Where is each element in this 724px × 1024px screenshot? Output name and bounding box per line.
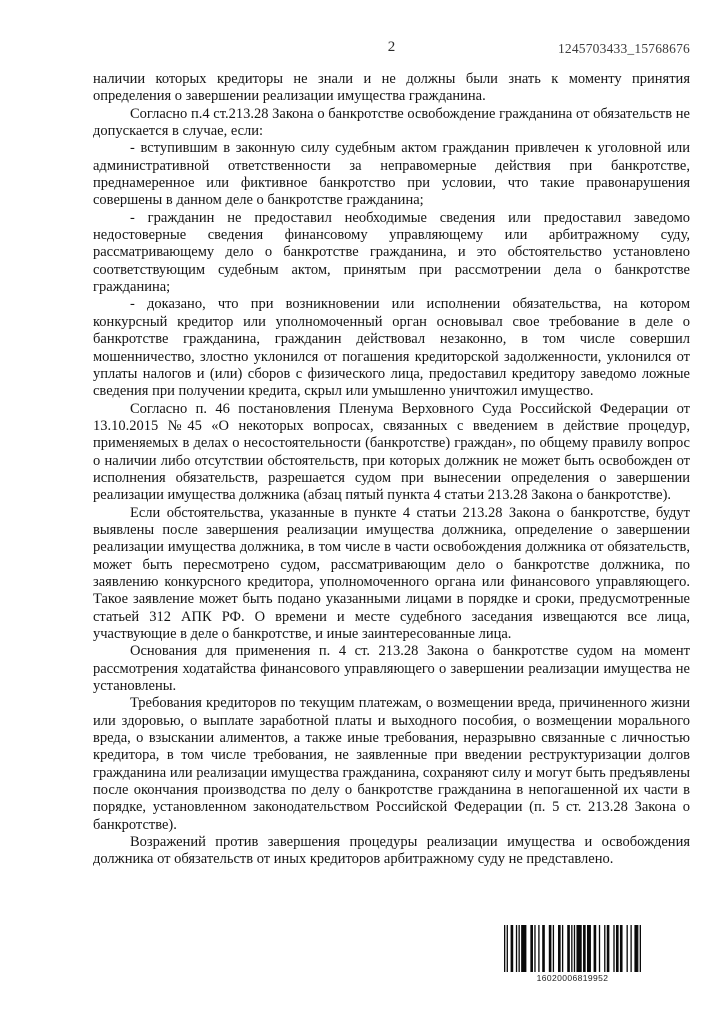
barcode-number: 16020006819952 — [536, 973, 609, 983]
paragraph: Согласно п.4 ст.213.28 Закона о банкротстве освобождение гражданина от обязательств не допускается в случае, если: — [93, 105, 690, 140]
document-body — [93, 71, 690, 869]
page-header — [93, 39, 690, 59]
paragraph: наличии которых кредиторы не знали и не должны были знать к моменту принятия определения о завершении реализации имущества гражданина. — [93, 71, 690, 105]
paragraph: - доказано, что при возникновении или исполнении обязательства, на котором конкурсный кредитор или уполномоченный орган основывал свое требование в деле о банкротстве гражданина, гражданин действовал незаконно, в том числе совершил мошенничество, злостно уклонился от погашения кредиторской задолженности, уклонился от уплаты налогов и (или) сборов с физического лица, предоставил кредитору заведомо ложные сведения при получении кредита, скрыл или умышленно уничтожил имущество. — [93, 296, 690, 400]
paragraph: - вступившим в законную силу судебным актом гражданин привлечен к уголовной или административной ответственности за неправомерные действия при банкротстве, преднамеренное или фиктивное банкротство при условии, что такие правонарушения совершены в данном деле о банкротстве гражданина; — [93, 140, 690, 209]
document-id: 1245703433_15768676 — [557, 41, 690, 56]
page-number: 2 — [387, 39, 396, 55]
paragraph: Возражений против завершения процедуры реализации имущества и освобождения должника от обязательств от иных кредиторов арбитражному суду не представлено. — [93, 834, 690, 868]
paragraph: Основания для применения п. 4 ст. 213.28 Закона о банкротстве судом на момент рассмотрения ходатайства финансового управляющего о завершении реализации имущества не установлены. — [93, 643, 690, 695]
paragraph: Если обстоятельства, указанные в пункте 4 статьи 213.28 Закона о банкротстве, будут выявлены после завершения реализации имущества должника, определение о завершении реализации имущества должника, в том числе в части освобождения должника от обязательств, может быть пересмотрено судом, рассматривающим дело о банкротстве должника, по заявлению конкурсного кредитора, уполномоченного органа или финансового управляющего. Такое заявление может быть подано указанными лицами в порядке и сроки, предусмотренные статьей 312 АПК РФ. О времени и месте судебного заседания извещаются все лица, участвующие в деле о банкротстве, и иные заинтересованные лица. — [93, 504, 690, 642]
paragraph: Требования кредиторов по текущим платежам, о возмещении вреда, причиненного жизни или здоровью, о выплате заработной платы и выходного пособия, о возмещении морального вреда, о взыскании алиментов, а также иные требования, неразрывно связанные с личностью кредитора, в том числе требования, не заявленные при введении реструктуризации долгов гражданина или реализации имущества гражданина, сохраняют силу и могут быть предъявлены после окончания производства по делу о банкротстве гражданина в непогашенной их части в порядке, установленном законодательством Российской Федерации (п. 5 ст. 213.28 Закона о банкротстве). — [93, 695, 690, 833]
paragraph: Согласно п. 46 постановления Пленума Верховного Суда Российской Федерации от 13.10.2015 №45 «О некоторых вопросах, связанных с введением в действие процедур, применяемых в делах о несостоятельности (банкротстве) граждан», по общему правилу вопрос о наличии либо отсутствии обстоятельств, при которых должник не может быть освобожден от исполнения обязательств, разрешается судом при вынесении определения о завершении реализации имущества должника (абзац пятый пункта 4 статьи 213.28 Закона о банкротстве). — [93, 400, 690, 504]
barcode — [504, 925, 641, 983]
barcode-bars — [504, 925, 641, 972]
paragraph: - гражданин не предоставил необходимые сведения или предоставил заведомо недостоверные сведения финансовому управляющему или арбитражному суду, рассматривающему дело о банкротстве гражданина, и это обстоятельство установлено соответствующим судебным актом, принятым при рассмотрении дела о банкротстве гражданина; — [93, 209, 690, 296]
